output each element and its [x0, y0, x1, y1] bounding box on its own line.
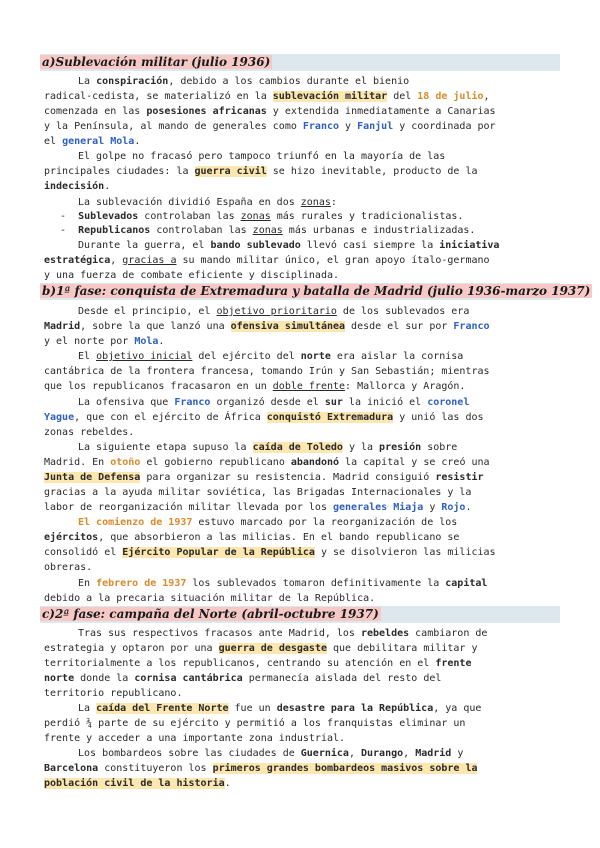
body-text: y una fuerza de combate eficiente y disciplinada.: [44, 270, 340, 281]
text-line: [44, 471, 484, 485]
emphasized-text: bando sublevado: [210, 240, 301, 251]
emphasized-text: zonas: [252, 225, 283, 236]
emphasized-text: primeros grandes bombardeos masivos sobre la: [212, 763, 478, 774]
body-text: y la: [342, 442, 380, 453]
text-line: [44, 642, 478, 656]
emphasized-text: febrero de 1937: [96, 578, 187, 589]
emphasized-text: caída del Frente Norte: [96, 703, 229, 714]
text-line: [44, 320, 490, 334]
section-title-text: c)2ª fase: campaña del Norte (abril-octubre 1937): [42, 607, 379, 621]
body-text: La: [78, 703, 97, 714]
emphasized-text: Franco: [174, 397, 211, 408]
body-text: obreras.: [44, 562, 93, 573]
emphasized-text: sur: [324, 397, 343, 408]
emphasized-text: Mola: [134, 336, 159, 347]
body-text: controlaban las: [138, 211, 241, 222]
text-line: [78, 516, 457, 530]
body-text: -: [60, 225, 79, 236]
emphasized-text: coronel: [427, 397, 470, 408]
text-line: [78, 577, 487, 591]
body-text: su mando militar único, el gran apoyo ítalo-germano: [176, 255, 490, 266]
emphasized-text: ofensiva simultánea: [230, 321, 346, 332]
body-text: y se disolvieron las milicias: [314, 547, 496, 558]
emphasized-text: presión: [379, 442, 422, 453]
emphasized-text: guerra civil: [194, 166, 267, 177]
emphasized-text: posesiones africanas: [146, 106, 267, 117]
body-text: ,: [483, 91, 496, 102]
body-text: y extendida inmediatamente a Canarias: [266, 106, 496, 117]
body-text: labor de reorganización militar llevada por los: [44, 502, 333, 513]
section-title: [40, 54, 272, 71]
body-text: más urbanas e industrializadas.: [282, 225, 476, 236]
emphasized-text: general Mola: [62, 136, 135, 147]
body-text: Desde el principio, el: [78, 306, 217, 317]
body-text: , que absorbieron a las milicias. En el bando republicano se: [98, 532, 460, 543]
text-line: [78, 239, 499, 253]
body-text: la inició el: [342, 397, 428, 408]
section-title: [40, 606, 381, 623]
body-text: principales ciudades: la: [44, 166, 195, 177]
emphasized-text: indecisión: [44, 181, 105, 192]
text-line: [78, 150, 445, 164]
body-text: debido a la precaria situación militar de la República.: [44, 593, 376, 604]
body-text: La sublevación dividió España en dos: [78, 197, 301, 208]
text-line: [44, 531, 459, 545]
body-text: que los republicanos fracasaron en un: [44, 381, 273, 392]
body-text: frente y acceder a una importante zona industrial.: [44, 733, 346, 744]
body-text: constituyeron los: [98, 763, 213, 774]
body-text: la capital y se creó una: [339, 457, 490, 468]
body-text: La ofensiva que: [78, 397, 175, 408]
body-text: .: [465, 502, 472, 513]
emphasized-text: frente: [435, 658, 472, 669]
text-line: [44, 254, 490, 268]
text-line: [78, 702, 481, 716]
emphasized-text: Franco: [453, 321, 490, 332]
body-text: que debilitara militar y: [326, 643, 478, 654]
text-line: [44, 732, 345, 746]
emphasized-text: Barcelona: [44, 763, 99, 774]
body-text: más rurales y tradicionalistas.: [270, 211, 464, 222]
body-text: , sobre la que lanzó una: [80, 321, 231, 332]
text-line: [44, 486, 471, 500]
body-text: y el norte por: [44, 336, 135, 347]
emphasized-text: Junta de Defensa: [44, 472, 141, 483]
emphasized-text: Sublevados: [78, 211, 139, 222]
body-text: ,: [110, 255, 123, 266]
emphasized-text: guerra de desgaste: [218, 643, 327, 654]
emphasized-text: desastre para la República: [276, 703, 434, 714]
section-title-text: a)Sublevación militar (julio 1936): [42, 55, 271, 69]
emphasized-text: gracias a: [122, 255, 177, 266]
text-line: [44, 269, 339, 283]
emphasized-text: caída de Toledo: [252, 442, 343, 453]
text-line: [44, 105, 496, 119]
text-line: [44, 657, 471, 671]
body-text: , que con el ejército de África: [74, 412, 267, 423]
body-text: , ya que: [433, 703, 482, 714]
body-text: Tras sus respectivos fracasos ante Madrid, los: [78, 628, 361, 639]
body-text: La siguiente etapa supuso la: [78, 442, 253, 453]
body-text: y coordinada por: [393, 121, 496, 132]
text-line: [78, 441, 457, 455]
emphasized-text: conquistó Extremadura: [266, 412, 394, 423]
text-line: [44, 687, 182, 701]
text-line: [78, 75, 409, 89]
emphasized-text: objetivo inicial: [96, 351, 193, 362]
body-text: radical-cedista, se materializó en la: [44, 91, 273, 102]
emphasized-text: resistir: [435, 472, 484, 483]
emphasized-text: Guernica: [300, 748, 349, 759]
text-line: [44, 411, 484, 425]
body-text: Los bombardeos sobre las ciudades de: [78, 748, 301, 759]
body-text: reorganización de los: [330, 517, 458, 528]
text-line: [44, 135, 140, 149]
text-line: [44, 335, 164, 349]
body-text: El golpe no fracasó pero tampoco triunfó en la mayoría de las: [78, 151, 446, 162]
emphasized-text: generales Miaja: [332, 502, 424, 513]
text-line: [78, 747, 463, 761]
section-title: [40, 283, 592, 300]
body-text: gracias a la ayuda militar soviética, las Brigadas Internacionales y la: [44, 487, 472, 498]
emphasized-text: 18 de julio: [417, 91, 484, 102]
emphasized-text: Republicanos: [78, 225, 151, 236]
body-text: Madrid. En: [44, 457, 111, 468]
emphasized-text: estratégica: [44, 255, 111, 266]
text-line: [78, 396, 469, 410]
text-line: [60, 224, 475, 238]
body-text: de los sublevados era: [336, 306, 470, 317]
text-line: [78, 196, 337, 210]
text-line: [44, 165, 477, 179]
emphasized-text: objetivo prioritario: [216, 306, 337, 317]
body-text: y la Península, al mando de generales como: [44, 121, 303, 132]
body-text: comenzada en las: [44, 106, 147, 117]
text-line: [44, 592, 375, 606]
emphasized-text: Ejército Popular de la República: [122, 547, 315, 558]
body-text: cambiaron de: [409, 628, 488, 639]
body-text: .: [158, 336, 165, 347]
section-title-text: b)1ª fase: conquista de Extremadura y batalla de Madrid (julio 1936-marzo 1937): [42, 284, 591, 298]
text-line: [60, 210, 463, 224]
body-text: .: [224, 778, 231, 789]
emphasized-text: doble frente: [272, 381, 346, 392]
body-text: Durante la guerra, el: [78, 240, 211, 251]
text-line: [44, 762, 477, 776]
body-text: y unió las dos: [393, 412, 484, 423]
text-line: [44, 672, 441, 686]
emphasized-text: población civil de la historia: [44, 778, 225, 789]
text-line: [44, 380, 465, 394]
emphasized-text: sublevación militar: [272, 91, 388, 102]
text-line: [44, 180, 110, 194]
emphasized-text: iniciativa: [439, 240, 500, 251]
body-text: era aislar la cornisa: [330, 351, 464, 362]
emphasized-text: conspiración: [96, 76, 169, 87]
body-text: .: [134, 136, 141, 147]
body-text: estuvo marcado por la: [192, 517, 331, 528]
text-line: [44, 777, 231, 791]
text-line: [78, 305, 469, 319]
body-text: organizó desde el: [210, 397, 325, 408]
body-text: La: [78, 76, 97, 87]
emphasized-text: Rojo: [441, 502, 466, 513]
body-text: zonas rebeldes.: [44, 427, 135, 438]
emphasized-text: El comienzo de 1937: [78, 517, 193, 528]
body-text: ,: [403, 748, 416, 759]
body-text: : Mallorca y Aragón.: [345, 381, 466, 392]
body-text: el gobierno republicano: [140, 457, 291, 468]
emphasized-text: norte: [44, 673, 75, 684]
text-line: [44, 546, 496, 560]
body-text: -: [60, 211, 79, 222]
emphasized-text: Yague: [44, 412, 75, 423]
text-line: [44, 365, 490, 379]
body-text: consolidó el: [44, 547, 123, 558]
text-line: [44, 717, 465, 731]
body-text: y: [339, 121, 358, 132]
text-line: [44, 456, 490, 470]
emphasized-text: norte: [300, 351, 331, 362]
emphasized-text: Madrid: [44, 321, 81, 332]
body-text: fue un: [228, 703, 277, 714]
text-line: [78, 350, 463, 364]
emphasized-text: zonas: [300, 197, 331, 208]
body-text: permanecía aislada del resto del: [242, 673, 442, 684]
body-text: En: [78, 578, 97, 589]
body-text: sobre: [421, 442, 458, 453]
emphasized-text: capital: [445, 578, 488, 589]
body-text: estrategia y optaron por una: [44, 643, 219, 654]
body-text: ,: [348, 748, 361, 759]
body-text: se hizo inevitable, producto de la: [266, 166, 478, 177]
emphasized-text: ejércitos: [44, 532, 99, 543]
body-text: :: [330, 197, 337, 208]
body-text: desde el sur por: [345, 321, 454, 332]
text-line: [44, 90, 496, 104]
body-text: llevó casi siempre la: [300, 240, 440, 251]
body-text: .: [104, 181, 111, 192]
body-text: territorio republicano.: [44, 688, 183, 699]
text-line: [44, 501, 471, 515]
emphasized-text: otoño: [110, 457, 141, 468]
emphasized-text: Franco: [302, 121, 340, 132]
text-line: [78, 627, 487, 641]
body-text: , debido a los cambios durante el bienio: [168, 76, 410, 87]
text-line: [44, 561, 92, 575]
text-line: [44, 120, 496, 134]
body-text: y: [451, 748, 464, 759]
emphasized-text: zonas: [240, 211, 271, 222]
emphasized-text: Fanjul: [357, 121, 394, 132]
emphasized-text: rebeldes: [360, 628, 410, 639]
body-text: y: [423, 502, 442, 513]
body-text: los sublevados tomaron definitivamente la: [186, 578, 446, 589]
text-line: [44, 426, 134, 440]
body-text: perdió ¾ parte de su ejército y permitió a los franquistas eliminar un: [44, 718, 466, 729]
body-text: del ejército del: [192, 351, 301, 362]
emphasized-text: Madrid: [415, 748, 452, 759]
body-text: El: [78, 351, 97, 362]
emphasized-text: abandonó: [290, 457, 340, 468]
body-text: donde la: [74, 673, 135, 684]
body-text: del: [387, 91, 418, 102]
body-text: territorialmente a los republicanos, centrando su atención en el: [44, 658, 436, 669]
body-text: controlaban las: [150, 225, 253, 236]
body-text: el: [44, 136, 63, 147]
body-text: para organizar su resistencia. Madrid consiguió: [140, 472, 436, 483]
emphasized-text: cornisa cantábrica: [134, 673, 243, 684]
emphasized-text: Durango: [360, 748, 404, 759]
body-text: cantábrica de la frontera francesa, tomando Irún y San Sebastián; mientras: [44, 366, 490, 377]
